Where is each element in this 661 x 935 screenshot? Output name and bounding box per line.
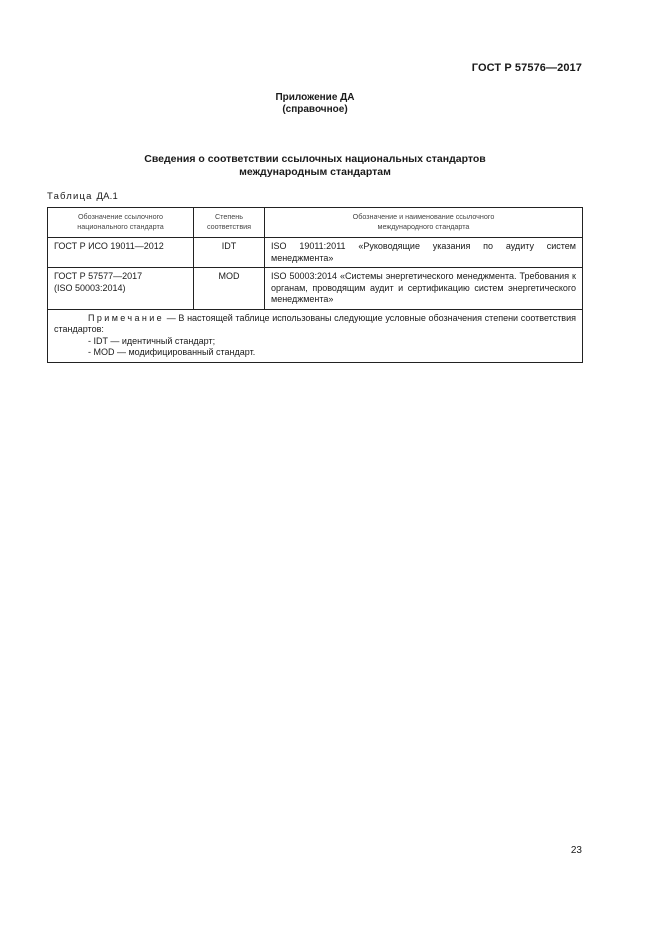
note-body: — В настоящей таблице использованы следующие условные обозначения степени соответствия стандартов:	[54, 312, 576, 334]
header-degree-line-2: соответствия	[206, 222, 252, 231]
header-degree-line-1: Степень	[214, 212, 243, 221]
annex-note: (справочное)	[282, 104, 348, 115]
page-number: 23	[570, 845, 582, 856]
correspondence-table	[47, 207, 583, 363]
section-title	[0, 153, 630, 179]
annex-heading	[0, 92, 630, 116]
table-header-row	[48, 208, 583, 238]
national-standard-code: ГОСТ Р ИСО 19011—2012	[54, 241, 164, 251]
note-item-mod: - MOD — модифицированный стандарт.	[88, 347, 256, 357]
header-international-line-1: Обозначение и наименование ссылочного	[352, 212, 495, 221]
header-international-standard	[265, 208, 583, 238]
international-standard-cell: ISO 19011:2011 «Руководящие указания по аудиту систем менеджмента»	[265, 238, 583, 268]
national-standard-equivalent: (ISO 50003:2014)	[54, 282, 126, 293]
table-label-number: ДА.1	[96, 191, 118, 202]
degree-cell: IDT	[194, 238, 265, 268]
table-label	[47, 191, 118, 202]
header-international-line-2: международного стандарта	[377, 222, 470, 231]
national-standard-cell	[48, 268, 194, 310]
header-degree	[194, 208, 265, 238]
annex-title: Приложение ДА	[275, 92, 355, 103]
degree-cell: MOD	[194, 268, 265, 310]
national-standard-cell	[48, 238, 194, 268]
table-note-row	[48, 309, 583, 362]
header-national-line-2: национального стандарта	[77, 222, 164, 231]
section-title-line-1: Сведения о соответствии ссылочных национальных стандартов	[144, 153, 486, 165]
national-standard-code: ГОСТ Р 57577—2017	[54, 271, 143, 281]
document-code: ГОСТ Р 57576—2017	[471, 62, 582, 74]
note-label: Примечание	[88, 312, 165, 323]
header-national-standard	[48, 208, 194, 238]
section-title-line-2: международным стандартам	[239, 166, 391, 178]
table-label-prefix: Таблица	[47, 191, 93, 202]
note-text	[54, 313, 576, 336]
table-note	[48, 309, 583, 362]
note-item-idt: - IDT — идентичный стандарт;	[88, 335, 216, 346]
table-row	[48, 268, 583, 310]
international-standard-cell: ISO 50003:2014 «Системы энергетического менеджмента. Требования к органам, проводящим аудит и сертификацию систем энергетического менеджмента»	[265, 268, 583, 310]
header-national-line-1: Обозначение ссылочного	[77, 212, 164, 221]
table-row	[48, 238, 583, 268]
